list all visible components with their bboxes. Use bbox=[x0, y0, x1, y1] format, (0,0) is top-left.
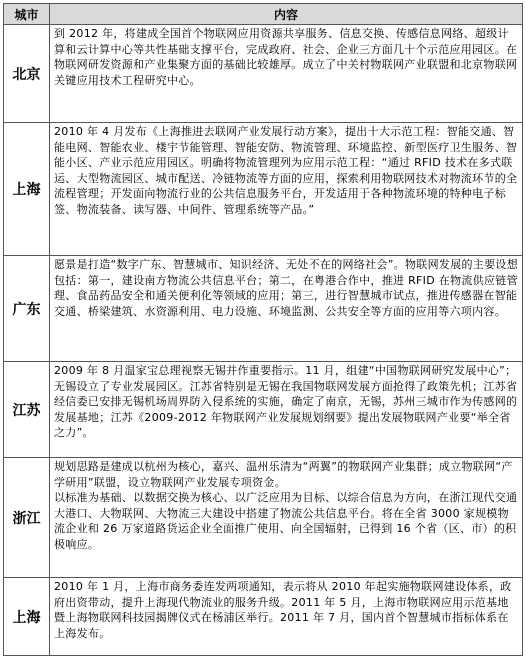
city-iot-table bbox=[3, 3, 523, 656]
content-paragraph: 规划思路是建成以杭州为核心，嘉兴、温州乐清为“两翼”的物联网产业集群；成立物联网“产学研用”联盟，设立物联网产业发展专项资金。 bbox=[54, 460, 513, 489]
content-cell bbox=[50, 458, 523, 578]
content-paragraph: 2010 年 1 月，上海市商务委连发两项通知，表示将从 2010 年起实施物联网建设体系，政府出资带动，提升上海现代物流业的服务升级。2011 年 5 月，上海市物联网应用示范基地暨上海物联网科技园揭牌仪式在杨浦区举行。2011 年 7 月，国内首个智慧城市指标体系在上海发布。 bbox=[54, 580, 512, 640]
content-cell bbox=[50, 25, 523, 123]
table-row bbox=[4, 123, 523, 256]
content-cell bbox=[50, 256, 523, 362]
city-cell: 广东 bbox=[4, 256, 50, 362]
city-cell: 上海 bbox=[4, 578, 50, 656]
city-iot-table-container bbox=[3, 3, 523, 640]
table-row bbox=[4, 256, 523, 362]
content-cell bbox=[50, 123, 523, 256]
table-row bbox=[4, 25, 523, 123]
city-cell: 上海 bbox=[4, 123, 50, 256]
content-cell bbox=[50, 578, 523, 656]
header-row bbox=[4, 4, 523, 25]
city-cell: 北京 bbox=[4, 25, 50, 123]
content-paragraph: 愿景是打造“数字广东、智慧城市、知识经济、无处不在的网络社会”。物联网发展的主要设想包括：第一，建设南方物流公共信息平台；第二，在粤港合作中，推进 RFID 在物流供应链管理、食品药品安全和通关便利化等领域的应用；第三，进行智慧城市试点，推进传感器在智能交通、桥梁建筑、水资源利用、电力设施、环境监测、公共安全等方面的应用等六项内容。 bbox=[54, 258, 518, 318]
content-paragraph: 2010 年 4 月发布《上海推进去联网产业发展行动方案》，提出十大示范工程：智能交通、智能电网、智能农业、楼宇节能管理、智能安防、物流管理、环境监控、新型医疗卫生服务、智能小区、产业示范应用园区。明确将物流管理列为应用示范工程：“通过 RFID 技术在多式联运、大型物流园区、城市配送、冷链物流等方面的应用，探索利用物联网技术对物流环节的全流程管理；开发面向物流行业的公共信息服务平台，开发适用于各种物流环境的特种电子标签、物流装备、读写器、中间件、管理系统等产品。” bbox=[54, 125, 518, 216]
content-cell bbox=[50, 362, 523, 458]
content-paragraph: 2009 年 8 月温家宝总理视察无锡并作重要指示。11 月，组建“中国物联网研究发展中心”；无锡设立了专业发展园区。江苏省特别是无锡在我国物联网发展方面抢得了政策先机；江苏省经信委已安排无锡机场周界防入侵系统的实施，确定了南京，无锡，苏州三城市作为传感网的发展基地；江苏《2009-2012 年物联网产业发展规划纲要》提出发展物联网产业要“举全省之力”。 bbox=[54, 364, 518, 440]
content-paragraph: 到 2012 年，将建成全国首个物联网应用资源共享服务、信息交换、传感信息网络、超级计算和云计算中心等共性基础支撑平台，完成政府、社会、企业三方面几十个示范应用园区。在物联网研发资源和产业集聚方面的基础比较雄厚。成立了中关村物联网产业联盟和北京物联网关键应用技术工程研究中心。 bbox=[54, 27, 518, 87]
city-cell: 浙江 bbox=[4, 458, 50, 578]
content-paragraph: 以标准为基础、以数据交换为核心、以广泛应用为目标、以综合信息为方向，在浙江现代交通大港口、大物联网、大物流三大建设中搭建了物流公共信息平台。将在全省 3000 家规模物流企业和 26 万家道路货运企业全面推广使用、向全国辐射，已得到 16 个省（区、市）的积极响应。 bbox=[54, 491, 518, 551]
city-cell: 江苏 bbox=[4, 362, 50, 458]
table-row bbox=[4, 458, 523, 578]
table-row bbox=[4, 362, 523, 458]
header-content: 内容 bbox=[50, 4, 523, 25]
table-row bbox=[4, 578, 523, 656]
header-city: 城市 bbox=[4, 4, 50, 25]
